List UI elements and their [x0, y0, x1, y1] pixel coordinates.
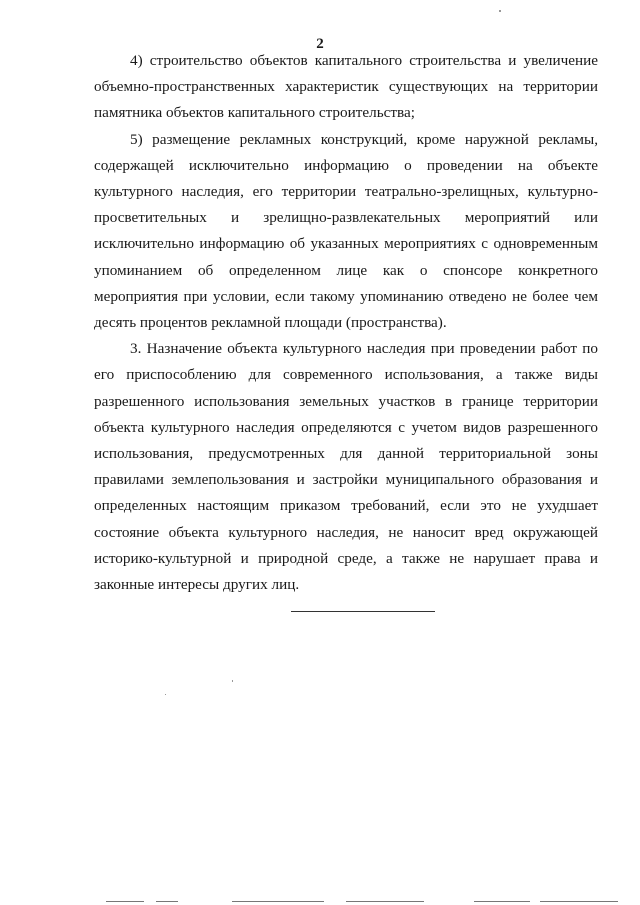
- paragraph-item-4: 4) строительство объектов капитального строительства и увеличение объемно-пространственных характеристик существующих на территории памятника объектов капитального строительства;: [94, 52, 598, 122]
- scan-edge-line: [346, 901, 424, 902]
- paragraph-clause-3: 3. Назначение объекта культурного наследия при проведении работ по его приспособлению для современного использования, а также виды разрешенного использования земельных участков в границе территории объекта культурного наследия определяются с учетом видов разрешенного использования, предусмотренных для данной территориальной зоны правилами землепользования и застройки муниципального образования и определенных настоящим приказом требований, если это не ухудшает состояние объекта культурного наследия, не наносит вред окружающей историко-культурной и природной среде, а также не нарушает права и законные интересы других лиц.: [94, 340, 598, 594]
- scan-edge-line: [540, 901, 618, 902]
- scan-edge-line: [474, 901, 530, 902]
- scan-speck: [165, 694, 166, 695]
- end-separator-line: [291, 611, 435, 612]
- paragraph-item-5: 5) размещение рекламных конструкций, кроме наружной рекламы, содержащей исключительно информацию о проведении на объекте культурного наследия, его территории театрально-зрелищных, культурно-просветительных и зрелищно-развлекательных мероприятий или исключительно информацию об указанных мероприятиях с одновременным упоминанием об определенном лице как о спонсоре конкретного мероприятия при условии, если такому упоминанию отведено не более чем десять процентов рекламной площади (пространства).: [94, 130, 598, 332]
- scan-edge-line: [232, 901, 324, 902]
- scan-edge-line: [106, 901, 144, 902]
- page-number: 2: [316, 36, 324, 52]
- scan-edge-line: [156, 901, 178, 902]
- scan-speck: [499, 10, 501, 12]
- scan-speck: [232, 680, 233, 682]
- document-body: [94, 48, 598, 598]
